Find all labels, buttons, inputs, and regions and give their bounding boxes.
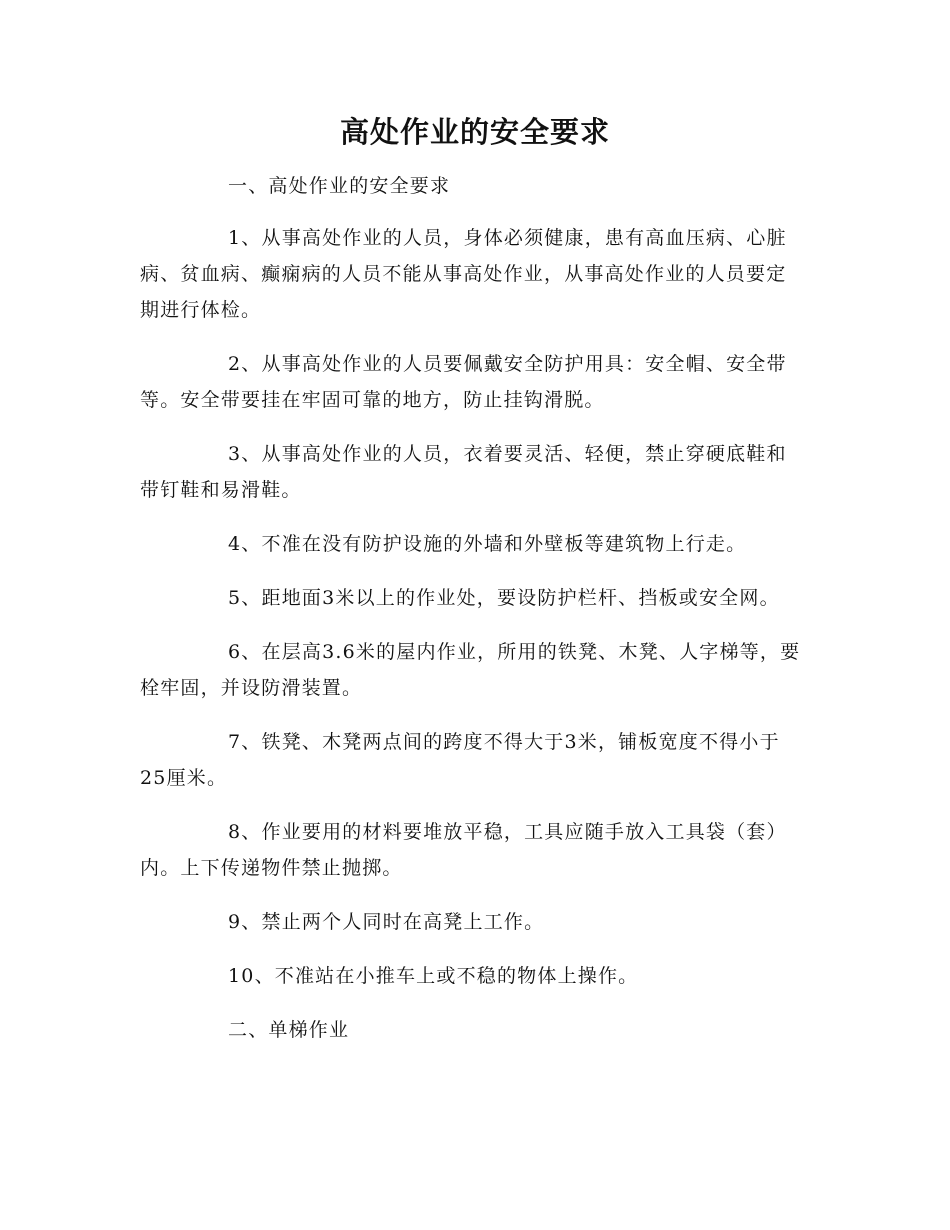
paragraph: 10、不准站在小推车上或不稳的物体上操作。: [228, 965, 639, 987]
paragraph: 2、从事高处作业的人员要佩戴安全防护用具：安全帽、安全带等。安全带要挂在牢固可靠的地方，防止挂钩滑脱。: [140, 353, 787, 411]
paragraph: 3、从事高处作业的人员，衣着要灵活、轻便，禁止穿硬底鞋和带钉鞋和易滑鞋。: [140, 443, 787, 501]
paragraph: 4、不准在没有防护设施的外墙和外壁板等建筑物上行走。: [228, 533, 747, 555]
document-body: [140, 168, 806, 1064]
paragraph: 6、在层高3.6米的屋内作业，所用的铁凳、木凳、人字梯等，要栓牢固，并设防滑装置。: [140, 641, 801, 699]
paragraph: 5、距地面3米以上的作业处，要设防护栏杆、挡板或安全网。: [228, 587, 780, 609]
paragraph: 8、作业要用的材料要堆放平稳，工具应随手放入工具袋（套）内。上下传递物件禁止抛掷。: [140, 821, 787, 879]
paragraph: 7、铁凳、木凳两点间的跨度不得大于3米，铺板宽度不得小于25厘米。: [140, 731, 780, 789]
section-heading: 一、高处作业的安全要求: [228, 175, 451, 197]
section-heading: 二、单梯作业: [228, 1019, 350, 1041]
paragraph: 1、从事高处作业的人员，身体必须健康，患有高血压病、心脏病、贫血病、癫痫病的人员不能从事高处作业，从事高处作业的人员要定期进行体检。: [140, 227, 787, 321]
paragraph: 9、禁止两个人同时在高凳上工作。: [228, 911, 545, 933]
page-title: 高处作业的安全要求: [339, 115, 610, 149]
